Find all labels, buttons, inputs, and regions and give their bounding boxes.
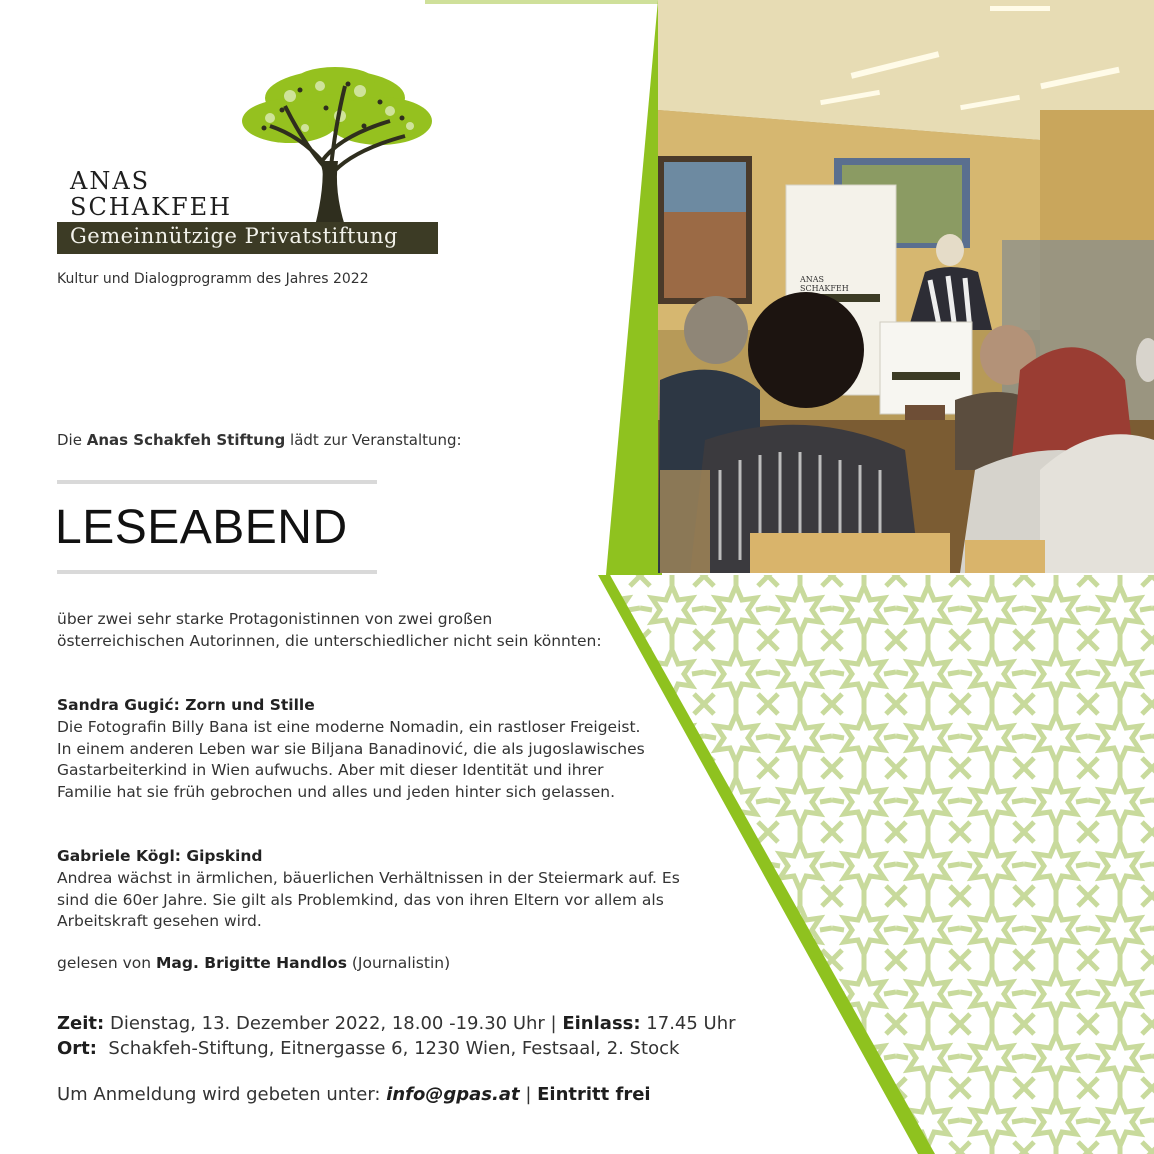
logo-name	[70, 168, 232, 220]
reader-suffix: (Journalistin)	[346, 954, 451, 972]
book-description	[57, 868, 680, 933]
invitation-prefix: Die	[57, 431, 87, 449]
top-strip	[425, 0, 660, 4]
title-rule-bottom	[57, 570, 377, 574]
book-line: Gastarbeiterkind in Wien aufwuchs. Aber mit dieser Identität und ihrer	[57, 761, 604, 779]
invitation-suffix: lädt zur Veranstaltung:	[285, 431, 462, 449]
reader-name: Mag. Brigitte Handlos	[156, 954, 347, 972]
tagline: Kultur und Dialogprogramm des Jahres 2022	[57, 271, 369, 287]
title-rule-top	[57, 480, 377, 484]
event-photo	[658, 0, 1154, 573]
time-value: Dienstag, 13. Dezember 2022, 18.00 -19.30 Uhr |	[104, 1013, 563, 1034]
reader-prefix: gelesen von	[57, 954, 156, 972]
registration-prefix: Um Anmeldung wird gebeten unter:	[57, 1084, 387, 1105]
logo-subtitle: Gemeinnützige Privatstiftung	[70, 224, 398, 248]
book-description	[57, 717, 645, 803]
svg-text:SCHAKFEH: SCHAKFEH	[800, 284, 849, 293]
registration-email-link[interactable]: info@gpas.at	[386, 1084, 520, 1105]
time-label: Zeit:	[57, 1013, 105, 1034]
intro-text	[57, 609, 602, 652]
registration-line	[57, 1084, 651, 1105]
time-line	[57, 1013, 736, 1034]
organization-name: Anas Schakfeh Stiftung	[86, 431, 286, 449]
svg-text:ANAS: ANAS	[800, 275, 825, 284]
book-line: Die Fotografin Billy Bana ist eine moderne Nomadin, ein rastloser Freigeist.	[57, 718, 641, 736]
book-line: In einem anderen Leben war sie Biljana Banadinović, die als jugoslawisches	[57, 739, 645, 758]
place-label: Ort:	[57, 1038, 97, 1059]
invitation-line	[57, 431, 462, 449]
entry-label: Einlass:	[562, 1013, 641, 1034]
place-line	[57, 1038, 679, 1059]
free-entry: Eintritt frei	[537, 1084, 651, 1105]
book-line: Arbeitskraft gesehen wird.	[57, 912, 262, 930]
olive-tree-icon	[230, 66, 440, 226]
entry-value: 17.45 Uhr	[640, 1013, 736, 1034]
reader-line	[57, 953, 450, 975]
book-line: sind die 60er Jahre. Sie gilt als Problemkind, das von ihren Eltern vor allem als	[57, 890, 664, 909]
intro-line: österreichischen Autorinnen, die unterschiedlicher nicht sein könnten:	[57, 631, 602, 650]
event-title: LESEABEND	[55, 501, 348, 554]
intro-line: über zwei sehr starke Protagonistinnen von zwei großen	[57, 610, 493, 628]
logo-name-line2: SCHAKFEH	[70, 193, 233, 221]
registration-separator: |	[519, 1084, 538, 1105]
book-heading: Gabriele Kögl: Gipskind	[57, 847, 263, 865]
place-value: Schakfeh-Stiftung, Eitnergasse 6, 1230 Wien, Festsaal, 2. Stock	[96, 1038, 680, 1059]
logo-name-line1: ANAS	[70, 167, 151, 195]
book-line: Andrea wächst in ärmlichen, bäuerlichen Verhältnissen in der Steiermark auf. Es	[57, 869, 680, 887]
book-heading: Sandra Gugić: Zorn und Stille	[57, 696, 315, 714]
book-line: Familie hat sie früh gebrochen und alles und jeden hinter sich gelassen.	[57, 782, 615, 801]
